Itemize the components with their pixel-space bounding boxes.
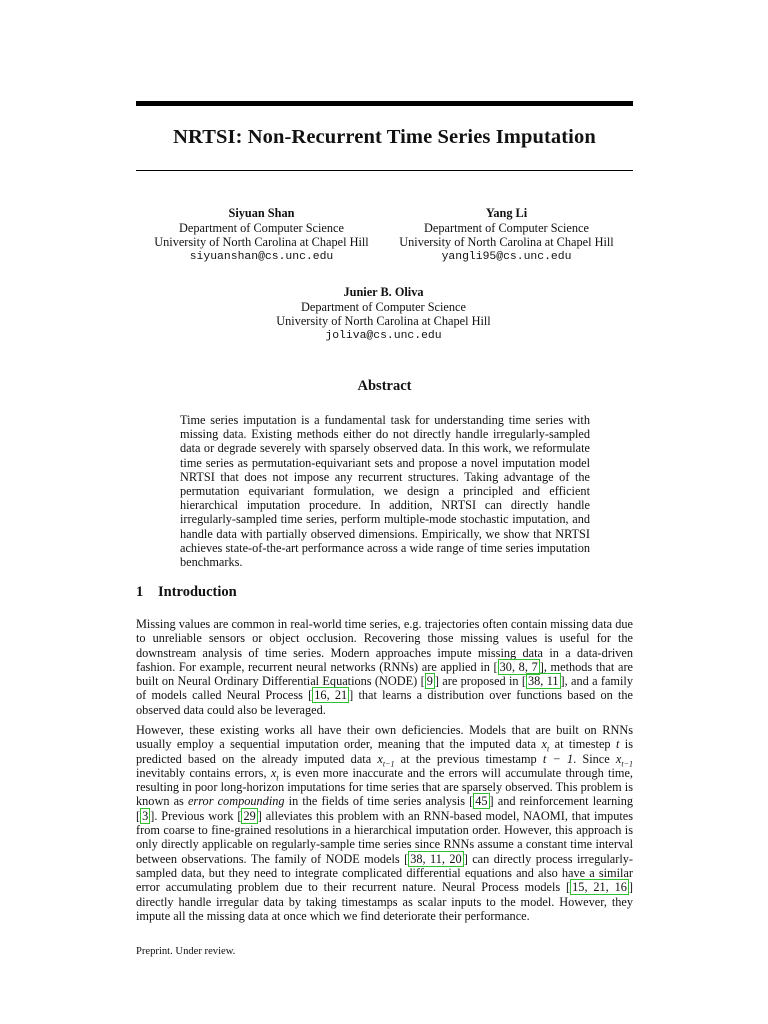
author-email: joliva@cs.unc.edu [325, 329, 442, 342]
title-bottom-rule [136, 170, 633, 171]
author-institution: University of North Carolina at Chapel Hill [276, 314, 491, 329]
emphasis-term: error compounding [187, 794, 285, 809]
citation-link[interactable]: 38, 11 [528, 674, 559, 689]
math-symbol: x [541, 737, 547, 752]
section-title: Introduction [158, 584, 237, 600]
author-block [375, 206, 638, 264]
author-email: yangli95@cs.unc.edu [441, 250, 572, 263]
citation-link[interactable]: 3 [142, 808, 149, 823]
section-number: 1 [136, 584, 144, 600]
citation-link[interactable]: 16, 21 [314, 688, 348, 703]
math-symbol: t [615, 737, 620, 752]
section-heading [136, 584, 237, 601]
author-institution: University of North Carolina at Chapel Hill [399, 235, 614, 250]
author-institution: University of North Carolina at Chapel Hill [154, 235, 369, 250]
intro-paragraph-1: Missing values are common in real-world time series, e.g. trajectories often contain missing data due to unreliable sensors or object occlusion. Recovering those missing values is useful for the downstream analysis of time series. Modern approaches impute missing data in a data-driven fashion. For example, recurrent neural networks (RNNs) are applied in [ 30, 8, 7 ], methods that are built on Neural Ordinary Differential Equations (NODE) [ 9 ] are proposed in [ 38, 11 ], and a family of models called Neural Process [ 16, 21 ] that learns a distribution over functions based on the observed data could also be leveraged. [136, 617, 633, 717]
footer-note: Preprint. Under review. [136, 946, 236, 957]
citation-link[interactable]: 15, 21, 16 [572, 880, 627, 895]
citation-link[interactable]: 38, 11, 20 [410, 851, 462, 866]
author-email: siyuanshan@cs.unc.edu [189, 250, 334, 263]
citation-link[interactable]: 45 [475, 794, 488, 809]
author-department: Department of Computer Science [179, 220, 344, 235]
abstract-heading: Abstract [357, 378, 412, 394]
paper-title: NRTSI: Non-Recurrent Time Series Imputation [173, 126, 596, 148]
author-department: Department of Computer Science [301, 299, 466, 314]
author-block [252, 285, 515, 343]
citation-link[interactable]: 29 [243, 808, 256, 823]
citation-link[interactable]: 30, 8, 7 [499, 659, 538, 674]
author-name: Junier B. Oliva [343, 285, 424, 299]
abstract-text: Time series imputation is a fundamental task for understanding time series with missing data. Existing methods either do not directly handle irregularly-sampled data or degrade severely with sparsely observed data. In this work, we reformulate time series as permutation-equivariant sets and propose a novel imputation model NRTSI that does not impose any recurrent structures. Taking advantage of the permutation equivariant formulation, we design a principled and efficient hierarchical imputation procedure. In addition, NRTSI can directly handle irregularly-sampled time series, perform multiple-mode stochastic imputation, and handle data with partially observed dimensions. Empirically, we show that NRTSI achieves state-of-the-art performance across a wide range of time series imputation benchmarks. [180, 413, 590, 570]
intro-paragraph-2: However, these existing works all have their own deficiencies. Models that are built on RNNs usually employ a sequential imputation order, meaning that the imputed data $x_t$ at timestep t is predicted based on the already imputed data $x_{t-1}$ at the previous timestamp t − 1. Since $x_{t-1}$ inevitably contains errors, $x_t$ is even more inaccurate and the errors will accumulate through time, resulting in poor long-horizon imputations for time series that are sparsely observed. This problem is known as error compounding in the fields of time series analysis [ 45 ] and reinforcement learning [ 3 ]. Previous work [ 29 ] alleviates this problem with an RNN-based model, NAOMI, that imputes from coarse to fine-grained resolutions in a hierarchical imputation order. However, this approach is only directly applicable on regularly-sample time series since RNNs assume a constant time interval between observations. The family of NODE models [ 38, 11, 20 ] can directly process irregularly-sampled data, but they need to integrate complicated differential equations and also have a similar error accumulating problem due to their recurrent nature. Neural Process models [ 15, 21, 16 ] directly handle irregular data by taking timestamps as scalar inputs to the model. However, they impute all the missing data at once which we find deteriorate their performance. [136, 723, 634, 923]
author-department: Department of Computer Science [424, 220, 589, 235]
citation-link[interactable]: 9 [426, 674, 433, 689]
author-block [130, 206, 393, 264]
title-top-rule [136, 101, 633, 106]
author-name: Siyuan Shan [228, 206, 295, 220]
author-name: Yang Li [485, 206, 528, 220]
